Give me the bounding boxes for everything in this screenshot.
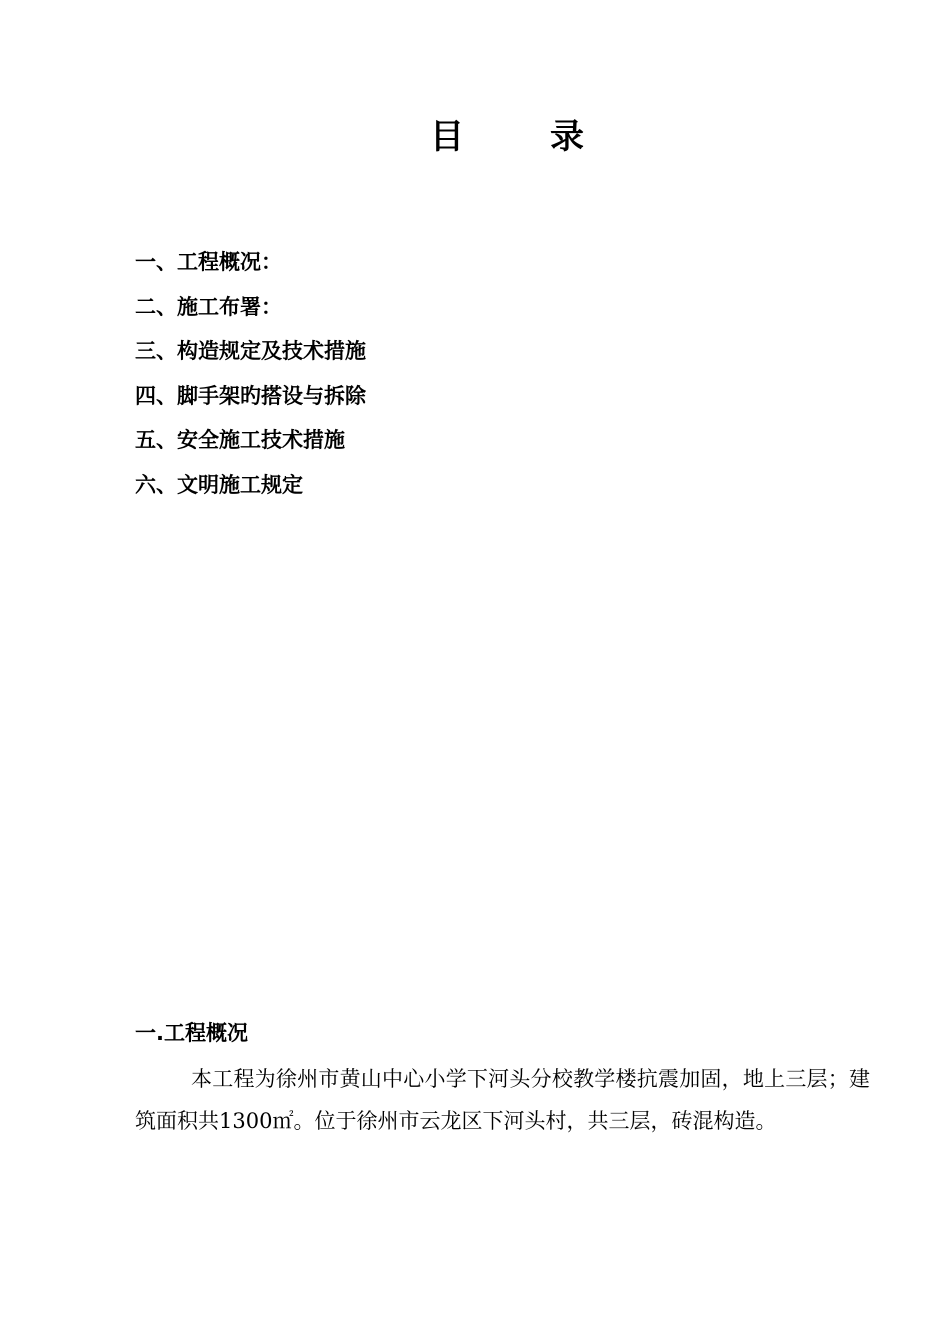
toc-item-civilized-construction: 六、文明施工规定 bbox=[135, 472, 303, 497]
toc-item-safety-measures: 五、安全施工技术措施 bbox=[135, 428, 345, 452]
toc-item-construction-layout: 二、施工布署： bbox=[135, 294, 282, 319]
toc-item-scaffold-erection: 四、脚手架旳搭设与拆除 bbox=[135, 383, 366, 408]
toc-item-structural-requirements: 三、构造规定及技术措施 bbox=[135, 339, 366, 363]
toc-title bbox=[430, 114, 584, 160]
section-heading-project-overview: 一.工程概况 bbox=[135, 1021, 248, 1045]
toc-item-project-overview: 一、工程概况： bbox=[135, 250, 282, 274]
toc-list bbox=[135, 240, 366, 507]
section-body-project-overview: 本工程为徐州市黄山中心小学下河头分校教学楼抗震加固，地上三层；建筑面积共1300㎡。位于徐州市云龙区下河头村，共三层，砖混构造。 bbox=[135, 1067, 870, 1133]
toc-title-char-2: 录 bbox=[550, 117, 584, 157]
toc-title-char-1: 目 bbox=[430, 117, 464, 157]
